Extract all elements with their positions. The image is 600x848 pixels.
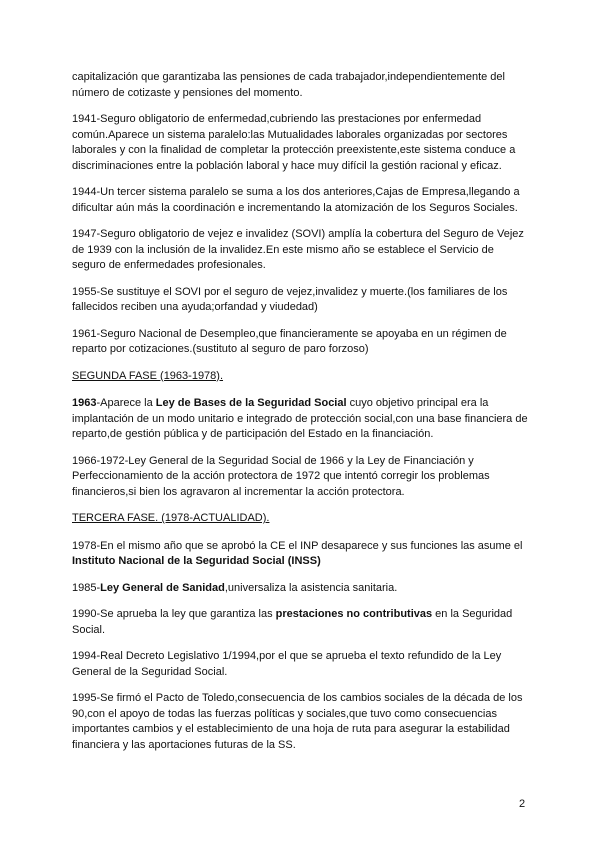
paragraph-1994: 1994-Real Decreto Legislativo 1/1994,por el que se aprueba el texto refundido de la Ley General de la Seguridad Social. (72, 650, 502, 678)
paragraph-1990 (72, 607, 528, 638)
text-1963-b: cuyo objetivo principal era la implantación de un modo unitario e integrado de protección social,con una base financiera de reparto,de gestión pública y de participación del Estado en la financiación. (72, 397, 528, 440)
text-1985-a: 1985- (72, 581, 101, 594)
section-heading-tercera-fase: TERCERA FASE. (1978-ACTUALIDAD). (72, 512, 270, 524)
text-1978: 1978-En el mismo año que se aprobó la CE el INP desaparece y sus funciones las asume el (72, 539, 523, 552)
paragraph-1985 (72, 581, 528, 597)
text-1990-a: 1990-Se aprueba la ley que garantiza las (72, 608, 276, 620)
year-1963: 1963 (72, 397, 97, 409)
ley-general-sanidad: Ley General de Sanidad (100, 581, 225, 594)
paragraph-1944: 1944-Un tercer sistema paralelo se suma a los dos anteriores,Cajas de Empresa,llegando a dificultar aún más la coordinación e incrementando la atomización de los Seguros Sociales. (72, 186, 520, 214)
paragraph-1978 (72, 539, 528, 570)
paragraph-1941: 1941-Seguro obligatorio de enfermedad,cubriendo las prestaciones por enfermedad común.Aparece un sistema paralelo:las Mutualidades laborales organizadas por sectores laborales y con la finalidad de completar la protección preexistente,este sistema conduce a discriminaciones entre la población laboral y hace muy difícil la gestión racional y eficaz. (72, 113, 516, 172)
paragraph-1966: 1966-1972-Ley General de la Seguridad Social de 1966 y la Ley de Financiación y Perfeccionamiento de la acción protectora de 1972 que intentó corregir los problemas financieros,si bien los agravaron al incrementar la acción protectora. (72, 454, 490, 498)
paragraph-1995: 1995-Se firmó el Pacto de Toledo,consecuencia de los cambios sociales de la década de los 90,con el apoyo de todas las fuerzas políticas y sociales,que tuvo como consecuencias importantes cambios y el establecimiento de una hoja de ruta para asegurar la estabilidad financiera y las aportaciones futuras de la SS. (72, 692, 523, 751)
paragraph-1955: 1955-Se sustituye el SOVI por el seguro de vejez,invalidez y muerte.(los familiares de los fallecidos reciben una ayuda;orfandad y viudedad) (72, 285, 508, 313)
paragraph-continuation: capitalización que garantizaba las pensiones de cada trabajador,independientemente del número de cotizaste y pensiones del momento. (72, 71, 505, 99)
inss-name: Instituto Nacional de la Seguridad Social (INSS) (72, 555, 321, 567)
law-bases-seguridad-social: Ley de Bases de la Seguridad Social (155, 397, 347, 409)
text-1985-b: ,universaliza la asistencia sanitaria. (224, 581, 398, 594)
paragraph-1963 (72, 396, 528, 443)
text-1963-a: -Aparece la (96, 397, 156, 409)
paragraph-1947: 1947-Seguro obligatorio de vejez e invalidez (SOVI) amplía la cobertura del Seguro de Vejez de 1939 con la inclusión de la invalidez.En este mismo año se establece el Servicio de seguro de enfermedades profesionales. (72, 228, 524, 271)
paragraph-1961: 1961-Seguro Nacional de Desempleo,que financieramente se apoyaba en un régimen de reparto por cotizaciones.(sustituto al seguro de paro forzoso) (72, 327, 507, 355)
section-heading-segunda-fase: SEGUNDA FASE (1963-1978). (72, 369, 224, 382)
text-1990-b: en la Seguridad Social. (72, 608, 513, 636)
page-content (72, 70, 528, 764)
prestaciones-no-contributivas: prestaciones no contributivas (275, 608, 433, 620)
page-number: 2 (519, 798, 526, 810)
